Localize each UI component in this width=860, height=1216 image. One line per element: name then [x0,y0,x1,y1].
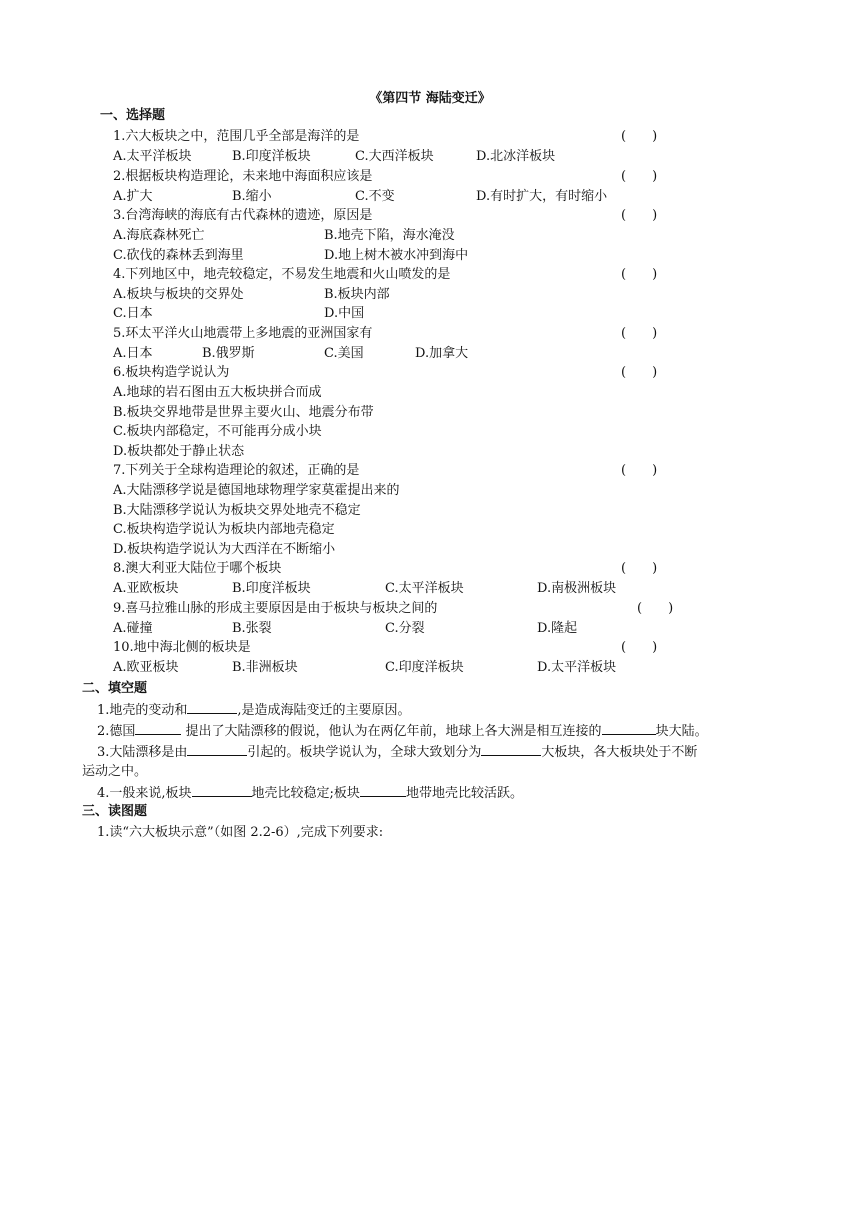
fill-2-text-c: 块大陆。 [655,724,708,739]
question-10-option-b: B.非洲板块 [232,660,298,675]
question-3-option-a: A.海底森林死亡 [113,228,205,243]
fill-3-text-d: 运动之中。 [82,764,148,779]
question-6-option-c: C.板块内部稳定，不可能再分成小块 [113,424,322,439]
question-2-option-c: C.不变 [355,189,395,204]
question-4-option-b: B.板块内部 [324,287,390,302]
question-3-option-d: D.地上树木被水冲到海中 [324,248,469,263]
question-4-stem: 4.下列地区中，地壳较稳定，不易发生地震和火山喷发的是 [113,267,451,282]
reading-question-1: 1.读“六大板块示意”（如图 2.2-6）,完成下列要求: [97,825,384,840]
fill-blank [192,782,252,797]
fill-blank [481,741,541,756]
question-2-option-d: D.有时扩大，有时缩小 [476,189,608,204]
fill-question-1 [97,699,411,718]
question-9-stem: 9.喜马拉雅山脉的形成主要原因是由于板块与板块之间的 [113,601,438,616]
question-1-stem: 1.六大板块之中，范围几乎全部是海洋的是 [113,129,360,144]
question-1-option-a: A.太平洋板块 [113,149,192,164]
question-10-stem: 10.地中海北侧的板块是 [113,640,251,655]
section-heading-reading: 三、读图题 [82,804,148,819]
fill-4-text-a: 4.一般来说,板块 [97,786,192,801]
question-2-option-b: B.缩小 [232,189,272,204]
fill-1-text-a: 1.地壳的变动和 [97,703,188,718]
question-8-option-c: C.太平洋板块 [385,581,464,596]
question-4-option-d: D.中国 [324,306,365,321]
answer-paren: ( ) [621,365,658,380]
question-7-option-a: A.大陆漂移学说是德国地球物理学家莫霍提出来的 [113,483,400,498]
question-1-option-c: C.大西洋板块 [355,149,434,164]
answer-paren: ( ) [621,463,658,478]
fill-blank [187,699,237,714]
question-6-stem: 6.板块构造学说认为 [113,365,230,380]
fill-4-text-b: 地壳比较稳定;板块 [251,786,360,801]
answer-paren: ( ) [621,208,658,223]
fill-3-text-b: 引起的。板块学说认为，全球大致划分为 [247,745,482,760]
fill-4-text-c: 地带地壳比较活跃。 [405,786,523,801]
answer-paren: ( ) [621,267,658,282]
fill-blank [360,782,406,797]
question-5-stem: 5.环太平洋火山地震带上多地震的亚洲国家有 [113,326,373,341]
question-3-option-c: C.砍伐的森林丢到海里 [113,248,244,263]
fill-3-text-c: 大板块，各大板块处于不断 [541,745,698,760]
section-heading-choice: 一、选择题 [100,108,166,123]
fill-2-text-a: 2.德国 [97,724,136,739]
fill-1-text-b: ,是造成海陆变迁的主要原因。 [237,703,411,718]
page-title: 《第四节 海陆变迁》 [369,91,491,106]
question-7-stem: 7.下列关于全球构造理论的叙述，正确的是 [113,463,360,478]
question-7-option-b: B.大陆漂移学说认为板块交界处地壳不稳定 [113,503,361,518]
question-3-option-b: B.地壳下陷，海水淹没 [324,228,455,243]
question-8-stem: 8.澳大利亚大陆位于哪个板块 [113,561,282,576]
answer-paren: ( ) [621,169,658,184]
question-2-option-a: A.扩大 [113,189,153,204]
question-9-option-d: D.隆起 [537,621,578,636]
question-7-option-d: D.板块构造学说认为大西洋在不断缩小 [113,542,336,557]
fill-blank [602,720,656,735]
fill-blank [187,741,247,756]
question-5-option-d: D.加拿大 [415,346,469,361]
question-1-option-d: D.北冰洋板块 [476,149,556,164]
question-2-stem: 2.根据板块构造理论，未来地中海面积应该是 [113,169,373,184]
question-1-option-b: B.印度洋板块 [232,149,311,164]
question-9-option-a: A.碰撞 [113,621,153,636]
question-6-option-d: D.板块都处于静止状态 [113,444,245,459]
answer-paren: ( ) [621,640,658,655]
question-6-option-a: A.地球的岩石图由五大板块拼合而成 [113,385,322,400]
answer-paren: ( ) [621,561,658,576]
question-3-stem: 3.台湾海峡的海底有古代森林的遗迹，原因是 [113,208,373,223]
question-8-option-b: B.印度洋板块 [232,581,311,596]
question-6-option-b: B.板块交界地带是世界主要火山、地震分布带 [113,405,374,420]
fill-2-text-b: 提出了大陆漂移的假说，他认为在两亿年前，地球上各大洲是相互连接的 [185,724,602,739]
fill-question-2 [97,720,708,739]
fill-blank [135,720,181,735]
answer-paren: ( ) [621,129,658,144]
fill-3-text-a: 3.大陆漂移是由 [97,745,188,760]
answer-paren: ( ) [621,326,658,341]
question-5-option-a: A.日本 [113,346,153,361]
question-5-option-c: C.美国 [324,346,364,361]
question-4-option-c: C.日本 [113,306,153,321]
fill-question-3 [97,741,697,760]
question-9-option-b: B.张裂 [232,621,272,636]
question-10-option-a: A.欧亚板块 [113,660,179,675]
fill-question-4 [97,782,523,801]
question-10-option-d: D.太平洋板块 [537,660,617,675]
question-7-option-c: C.板块构造学说认为板块内部地壳稳定 [113,522,335,537]
answer-paren: ( ) [637,601,674,616]
question-8-option-a: A.亚欧板块 [113,581,179,596]
question-9-option-c: C.分裂 [385,621,425,636]
question-8-option-d: D.南极洲板块 [537,581,617,596]
question-5-option-b: B.俄罗斯 [202,346,255,361]
section-heading-fill: 二、填空题 [82,681,148,696]
question-4-option-a: A.板块与板块的交界处 [113,287,244,302]
question-10-option-c: C.印度洋板块 [385,660,464,675]
